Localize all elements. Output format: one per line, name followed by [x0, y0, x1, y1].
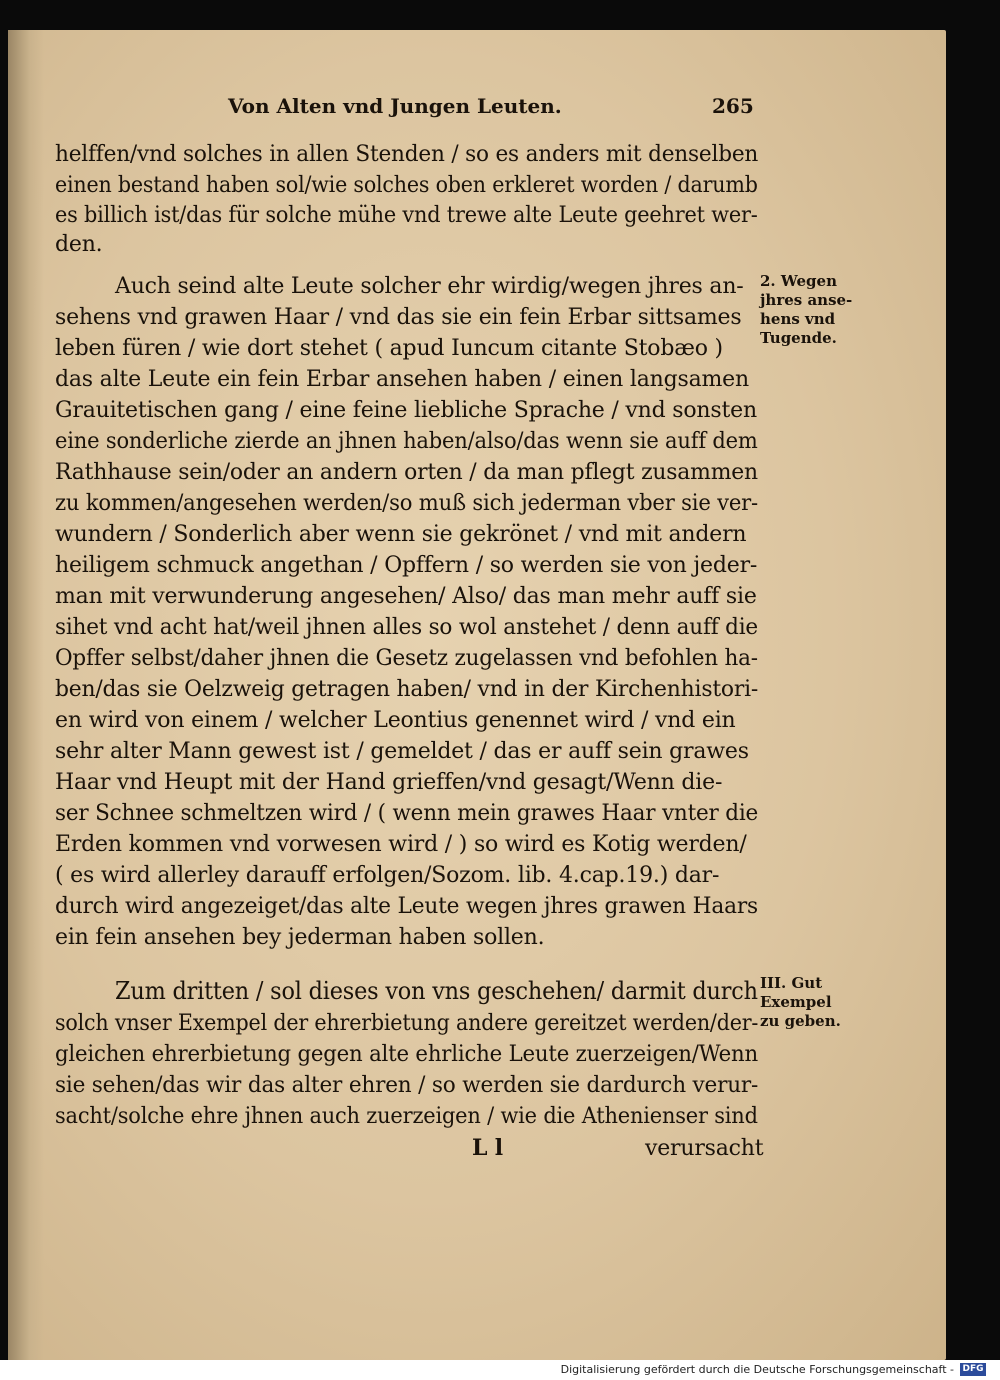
margin-note-line: zu geben. [760, 1012, 841, 1030]
text-line: durch wird angezeiget/das alte Leute wegen jhres grawen Haars [55, 894, 758, 919]
margin-note-line: 2. Wegen [760, 272, 837, 290]
text-line: solch vnser Exempel der ehrerbietung andere gereitzet werden/der- [55, 1011, 759, 1036]
text-line: sihet vnd acht hat/weil jhnen alles so wol anstehet / denn auff die [55, 615, 758, 640]
text-line: Grauitetischen gang / eine feine liebliche Sprache / vnd sonsten [55, 398, 757, 423]
dfg-logo: DFG [960, 1363, 986, 1376]
text-line: gleichen ehrerbietung gegen alte ehrliche Leute zuerzeigen/Wenn [55, 1042, 758, 1067]
text-line: sie sehen/das wir das alter ehren / so werden sie dardurch verur- [55, 1073, 759, 1098]
text-line: wundern / Sonderlich aber wenn sie gekrönet / vnd mit andern [55, 522, 747, 547]
margin-note-line: Tugende. [760, 329, 837, 347]
margin-note-line: Exempel [760, 993, 832, 1011]
signature-mark: L l [472, 1135, 503, 1161]
text-line: sehens vnd grawen Haar / vnd das sie ein fein Erbar sittsames [55, 305, 742, 330]
page-gutter-shadow [8, 30, 44, 1360]
text-line: Auch seind alte Leute solcher ehr wirdig/wegen jhres an- [115, 274, 744, 299]
text-line: das alte Leute ein fein Erbar ansehen haben / einen langsamen [55, 367, 749, 392]
digitization-credit: Digitalisierung gefördert durch die Deutsche Forschungsgemeinschaft - [560, 1363, 954, 1376]
text-line: helffen/vnd solches in allen Stenden / so es anders mit denselben [55, 142, 759, 167]
text-line: heiligem schmuck angethan / Opffern / so werden sie von jeder- [55, 553, 758, 578]
text-line: ein fein ansehen bey jederman haben sollen. [55, 925, 545, 950]
text-line: ben/das sie Oelzweig getragen haben/ vnd in der Kirchenhistori- [55, 677, 759, 702]
margin-note [760, 272, 875, 348]
text-line: leben füren / wie dort stehet ( apud Iuncum citante Stobæo ) [55, 336, 723, 361]
margin-note [760, 974, 875, 1031]
text-line: Haar vnd Heupt mit der Hand grieffen/vnd gesagt/Wenn die- [55, 770, 723, 795]
text-line: ( es wird allerley darauff erfolgen/Sozom. lib. 4.cap.19.) dar- [55, 863, 720, 888]
text-line: Opffer selbst/daher jhnen die Gesetz zugelassen vnd befohlen ha- [55, 646, 758, 671]
text-line: Rathhause sein/oder an andern orten / da man pflegt zusammen [55, 460, 758, 485]
text-line: eine sonderliche zierde an jhnen haben/also/das wenn sie auff dem [55, 429, 758, 454]
text-line: es billich ist/das für solche mühe vnd trewe alte Leute geehret wer- [55, 203, 758, 228]
text-line: den. [55, 232, 103, 257]
catchword: verursacht [645, 1136, 764, 1161]
text-line: sacht/solche ehre jhnen auch zuerzeigen / wie die Athenienser sind [55, 1104, 758, 1129]
text-line: einen bestand haben sol/wie solches oben erkleret worden / darumb [55, 173, 758, 198]
running-title: Von Alten vnd Jungen Leuten. [228, 94, 562, 118]
text-line: en wird von einem / welcher Leontius genennet wird / vnd ein [55, 708, 736, 733]
margin-note-line: jhres anse- [760, 291, 853, 309]
text-line: zu kommen/angesehen werden/so muß sich jederman vber sie ver- [55, 491, 758, 516]
text-line: ser Schnee schmeltzen wird / ( wenn mein grawes Haar vnter die [55, 801, 759, 826]
margin-note-line: III. Gut [760, 974, 823, 992]
text-line: man mit verwunderung angesehen/ Also/ das man mehr auff sie [55, 584, 757, 609]
margin-note-line: hens vnd [760, 310, 836, 328]
text-line: Zum dritten / sol dieses von vns geschehen/ darmit durch [115, 977, 758, 1005]
text-line: sehr alter Mann gewest ist / gemeldet / das er auff sein grawes [55, 739, 749, 764]
text-line: Erden kommen vnd vorwesen wird / ) so wird es Kotig werden/ [55, 832, 747, 857]
page-number: 265 [712, 94, 754, 118]
